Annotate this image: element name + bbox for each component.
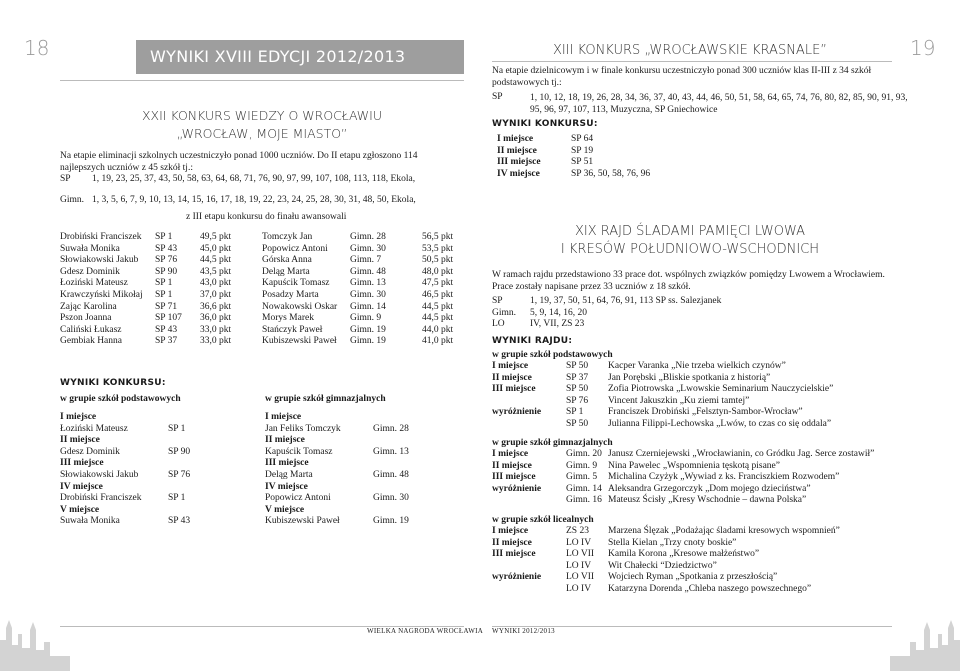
rajd-school-row — [492, 308, 892, 320]
krasnale-result-row-cell: III miejsce — [497, 157, 541, 168]
finalist-gym-row-cell: 44,5 pkt — [422, 301, 454, 312]
rajd-lo-row-cell: I miejsce — [492, 526, 529, 536]
result-primary-row — [60, 493, 240, 505]
rajd-gym-row-cell: Gimn. 9 — [566, 460, 598, 471]
finalist-primary-row-cell: Gembiak Hanna — [60, 336, 122, 347]
rajd-school-row-cell: 5, 9, 14, 16, 20 — [530, 307, 587, 318]
left-footer: WIELKA NAGRODA WROCŁAWIA — [367, 627, 484, 635]
result-primary-row-cell: Łoziński Mateusz — [60, 423, 128, 434]
left-primary-header: w grupie szkół podstawowych — [60, 394, 181, 404]
result-primary-row-cell: SP 1 — [168, 493, 186, 504]
rajd-lo-row-cell: II miejsce — [492, 537, 532, 548]
results-primary-list — [60, 412, 240, 528]
rajd-gym-row-cell: Nina Pawelec „Wspomnienia tęskotą pisane” — [608, 460, 780, 471]
result-primary-row-cell: III miejsce — [60, 458, 104, 469]
rajd-primary-results — [492, 361, 912, 431]
finalist-gym-row-cell: Gimn. 30 — [350, 243, 386, 254]
rajd-primary-row-cell: III miejsce — [492, 384, 536, 395]
rajd-gym-row-cell: Michalina Czyżyk „Wywiad z ks. Franciszkiem Rozwodem” — [608, 472, 840, 483]
finalist-primary-row-cell: SP 76 — [155, 255, 178, 266]
rajd-lo-row — [492, 538, 912, 550]
finalist-gym-row-cell: Gimn. 48 — [350, 266, 386, 277]
rajd-school-row-cell: Gimn. — [492, 307, 517, 318]
finalist-gym-row-cell: 44,5 pkt — [422, 313, 454, 324]
left-page-number: 18 — [24, 36, 50, 60]
rajd-gym-row-cell: III miejsce — [492, 472, 536, 483]
result-primary-row-cell: SP 76 — [168, 469, 191, 480]
rajd-school-row — [492, 296, 892, 308]
rajd-results-header: WYNIKI RAJDU: — [492, 336, 573, 346]
krasnale-result-row-cell: I miejsce — [497, 134, 534, 144]
results-gym-list — [265, 412, 465, 528]
rajd-lo-row-cell: Wit Chałecki “Dziedzictwo” — [608, 560, 717, 571]
rajd-school-row-cell: 1, 19, 37, 50, 51, 64, 76, 91, 113 SP ss. Salezjanek — [530, 296, 722, 306]
result-gym-row-cell: Jan Feliks Tomczyk — [265, 423, 341, 434]
rajd-primary-row-cell: SP 50 — [566, 418, 589, 429]
left-skyline-decoration — [0, 590, 70, 671]
result-primary-row-cell: Drobiński Franciszek — [60, 493, 142, 504]
finalist-primary-row-cell: 43,5 pkt — [200, 266, 232, 277]
result-primary-row-cell: V miejsce — [60, 504, 100, 515]
result-gym-row-cell: II miejsce — [265, 435, 305, 446]
rajd-lo-row-cell: LO IV — [566, 560, 592, 571]
krasnale-results-list — [497, 134, 797, 180]
rajd-primary-row-cell: Franciszek Drobiński „Felsztyn-Sambor-Wrocław” — [608, 407, 803, 418]
rajd-school-row-cell: IV, VII, ZS 23 — [530, 319, 585, 330]
rajd-lo-row — [492, 561, 912, 573]
rajd-gym-row-cell: Gimn. 5 — [566, 472, 598, 483]
finalist-primary-row — [60, 336, 260, 348]
rajd-lo-row-cell: Stella Kielan „Trzy cnoty bosk​ie” — [608, 537, 737, 548]
rajd-school-row — [492, 319, 892, 331]
result-gym-row — [265, 435, 465, 447]
result-primary-row-cell: Suwała Monika — [60, 516, 120, 527]
rajd-gym-row — [492, 472, 912, 484]
result-gym-row-cell: Popowicz Antoni — [265, 493, 331, 504]
result-gym-row-cell: III miejsce — [265, 458, 309, 469]
rajd-lo-row-cell: Marzena Ślęzak „Podażając śladami kresowych wspomnień” — [608, 526, 840, 536]
result-primary-row-cell: SP 43 — [168, 516, 191, 527]
rajd-school-row-cell: SP — [492, 296, 503, 306]
finalist-primary-row-cell: SP 1 — [155, 278, 173, 289]
rajd-gym-row-cell: Mateusz Ścisły „Kresy Wschodnie – dawna Polska” — [608, 495, 807, 506]
finalist-primary-row — [60, 244, 260, 256]
finalist-gym-row-cell: Kapuścik Tomasz — [262, 278, 330, 289]
rajd-gym-results — [492, 449, 912, 507]
finalist-gym-row-cell: Gimn. 13 — [350, 278, 386, 289]
rajd-gym-row-cell: I miejsce — [492, 449, 529, 459]
finalist-primary-row-cell: SP 107 — [155, 313, 182, 324]
result-gym-row — [265, 505, 465, 517]
result-gym-row-cell: Gimn. 28 — [373, 423, 409, 434]
krasnale-result-row — [497, 157, 797, 169]
rajd-lo-row-cell: LO IV — [566, 583, 592, 594]
left-top-rule — [60, 80, 464, 81]
rajd-primary-row-cell: SP 37 — [566, 372, 589, 383]
rajd-primary-row-cell: II miejsce — [492, 372, 532, 383]
rajd-lo-row — [492, 584, 912, 596]
result-gym-row — [265, 458, 465, 470]
result-primary-row — [60, 516, 240, 528]
rajd-primary-row — [492, 361, 912, 373]
finalist-gym-row — [262, 255, 462, 267]
finalist-primary-row-cell: Drobiński Franciszek — [60, 232, 142, 242]
rajd-gym-row-cell: Gimn. 20 — [566, 449, 602, 459]
finalist-gym-row-cell: Posadzy Marta — [262, 289, 319, 300]
rajd-primary-row-cell: Vincent Jakuszkin „Ku ziemi tamtej” — [608, 395, 750, 406]
rajd-lo-results — [492, 526, 912, 596]
krasnale-result-row-cell: SP 19 — [571, 145, 594, 156]
rajd-lo-row-cell: LO IV — [566, 537, 592, 548]
krasnale-result-row — [497, 169, 797, 181]
result-primary-row-cell: SP 1 — [168, 423, 186, 434]
finalist-primary-row — [60, 278, 260, 290]
right-skyline-decoration — [890, 590, 960, 671]
result-gym-row — [265, 493, 465, 505]
rajd-gym-row-cell: wyróżnienie — [492, 483, 542, 494]
result-gym-row-cell: Deląg Marta — [265, 469, 313, 480]
result-gym-row — [265, 516, 465, 528]
edition-banner — [136, 40, 464, 74]
result-gym-row — [265, 412, 465, 424]
finalist-gym-row — [262, 336, 462, 348]
finalist-gym-row-cell: Gimn. 7 — [350, 255, 382, 266]
krasnale-result-row-cell: SP 64 — [571, 134, 594, 144]
rajd-title-line2: I KRESÓW POŁUDNIOWO-WSCHODNICH — [560, 242, 820, 257]
result-primary-row-cell: Gdesz Dominik — [60, 446, 120, 457]
finalist-gym-row-cell: Stańczyk Paweł — [262, 324, 323, 335]
rajd-primary-row-cell: Kacper Varanka „Nie trzeba wielkich czynów” — [608, 361, 786, 371]
finalist-gym-row — [262, 302, 462, 314]
finalist-primary-row-cell: SP 1 — [155, 232, 173, 242]
krasnale-intro: Na etapie dzielnicowym i w finale konkursu uczestniczyło ponad 300 uczniów klas II-III z 34 szkół podstawowych tj.: — [492, 66, 872, 88]
result-primary-row — [60, 458, 240, 470]
finalist-gym-row-cell: 44,0 pkt — [422, 324, 454, 335]
edition-banner-title: WYNIKI XVIII EDYCJI 2012/2013 — [150, 47, 406, 66]
finalist-primary-row-cell: Gdesz Dominik — [60, 266, 120, 277]
finalist-gym-row — [262, 267, 462, 279]
rajd-gym-row-cell: Janusz Czerniejewski „Wrocławianin, co Gródku Jag. Serce zostawił” — [608, 449, 875, 459]
finalist-primary-row-cell: Pszon Joanna — [60, 313, 112, 324]
quiz-title-line2: „WROCŁAW, MOJE MIASTO” — [176, 126, 348, 141]
rajd-lo-row — [492, 572, 912, 584]
rajd-title-line1: XIX RAJD ŚLADAMI PAMIĘCI LWOWA — [574, 224, 806, 239]
right-sp-label: SP — [492, 92, 503, 102]
left-sp-list: 1, 19, 23, 25, 37, 43, 50, 58, 63, 64, 68, 71, 76, 90, 97, 99, 107, 108, 113, 118, Ekola, — [92, 174, 416, 184]
result-primary-row — [60, 424, 240, 436]
rajd-primary-row — [492, 407, 912, 419]
finalist-primary-row — [60, 325, 260, 337]
rajd-primary-row — [492, 419, 912, 431]
finalist-primary-row-cell: Suwała Monika — [60, 243, 120, 254]
finalist-gym-row-cell: Górska Anna — [262, 255, 312, 266]
finalist-gym-row-cell: 56,5 pkt — [422, 232, 454, 242]
finalist-gym-row — [262, 232, 462, 244]
rajd-gym-row-cell: Gimn. 14 — [566, 483, 602, 494]
finalist-gym-row-cell: 41,0 pkt — [422, 336, 454, 347]
rajd-group-primary: w grupie szkół podstawowych — [492, 350, 613, 360]
result-primary-row — [60, 505, 240, 517]
krasnale-result-row — [497, 134, 797, 146]
finalist-primary-row-cell: Słowiakowski Jakub — [60, 255, 139, 266]
right-top-rule — [492, 61, 892, 62]
rajd-lo-row-cell: ZS 23 — [566, 526, 589, 536]
finalist-primary-row-cell: SP 71 — [155, 301, 178, 312]
left-results-header: WYNIKI KONKURSU: — [60, 378, 166, 388]
finalist-gym-row-cell: 48,0 pkt — [422, 266, 454, 277]
result-gym-row-cell: IV miejsce — [265, 481, 308, 492]
right-sp-list: 1, 10, 12, 18, 19, 26, 28, 34, 36, 37, 40, 43, 44, 46, 50, 51, 58, 64, 65, 74, 76, 80, 82, 85, 90, 91, 93, 95, 96, 97, 107, 113, Muzyczna, SP Gniechowice — [530, 93, 908, 115]
krasnale-result-row-cell: SP 36, 50, 58, 76, 96 — [571, 168, 651, 179]
result-gym-row-cell: Gimn. 13 — [373, 446, 409, 457]
krasnale-title: XIII KONKURS „WROCŁAWSKIE KRASNALE” — [552, 43, 828, 58]
finalist-primary-row-cell: 44,5 pkt — [200, 255, 232, 266]
rajd-primary-row-cell: wyróżnienie — [492, 407, 542, 418]
finalist-primary-row — [60, 313, 260, 325]
krasnale-result-row-cell: IV miejsce — [497, 168, 540, 179]
rajd-primary-row — [492, 384, 912, 396]
krasnale-results-header: WYNIKI KONKURSU: — [492, 119, 598, 129]
result-gym-row — [265, 482, 465, 494]
finalist-gym-row — [262, 278, 462, 290]
rajd-gym-row-cell: Aleksandra Grzegorczyk „Dom mojego dzieciństwa” — [608, 483, 811, 494]
finalist-primary-row-cell: Caliński Łukasz — [60, 324, 122, 335]
result-gym-row-cell: V miejsce — [265, 504, 305, 515]
finalist-gym-row — [262, 290, 462, 302]
rajd-gym-row-cell: Gimn. 16 — [566, 495, 602, 506]
result-primary-row — [60, 447, 240, 459]
finalist-primary-row-cell: SP 43 — [155, 324, 178, 335]
result-primary-row-cell: SP 90 — [168, 446, 191, 457]
rajd-gym-row-cell: II miejsce — [492, 460, 532, 471]
finalist-gym-row-cell: 50,5 pkt — [422, 255, 454, 266]
result-primary-row — [60, 412, 240, 424]
rajd-primary-row-cell: SP 50 — [566, 361, 589, 371]
finalist-gym-row-cell: Gimn. 19 — [350, 336, 386, 347]
finalist-primary-row-cell: SP 37 — [155, 336, 178, 347]
rajd-primary-row-cell: Jan Porębski „Bliskie spotkania z historią” — [608, 372, 771, 383]
finalist-primary-row-cell: 33,0 pkt — [200, 336, 232, 347]
rajd-primary-row-cell: SP 76 — [566, 395, 589, 406]
finalist-primary-row — [60, 255, 260, 267]
rajd-lo-row-cell: LO VII — [566, 572, 595, 583]
finalist-gym-row-cell: Gimn. 19 — [350, 324, 386, 335]
finalist-gym-row — [262, 313, 462, 325]
rajd-primary-row — [492, 396, 912, 408]
left-sp-label: SP — [60, 174, 71, 184]
finalist-gym-row-cell: 53,5 pkt — [422, 243, 454, 254]
rajd-intro: W ramach rajdu przedstawiono 33 prace dot. wspólnych związków pomiędzy Lwowem a Wrocławiem. Prace zostały napisane przez 33 uczniów z 18 szkół. — [492, 270, 885, 292]
finalist-primary-row-cell: 33,0 pkt — [200, 324, 232, 335]
rajd-lo-row — [492, 526, 912, 538]
result-gym-row-cell: Kubiszewski Paweł — [265, 516, 340, 527]
krasnale-result-row-cell: II miejsce — [497, 145, 537, 156]
finalist-gym-row-cell: Gimn. 9 — [350, 313, 382, 324]
quiz-title-line1: XXII KONKURS WIEDZY O WROCŁAWIU — [141, 108, 383, 123]
finalist-gym-row-cell: Morys Marek — [262, 313, 314, 324]
finalist-gym-row-cell: Gimn. 28 — [350, 232, 386, 242]
rajd-lo-row-cell: Katarzyna Dorenda „Chleba naszego powszechnego” — [608, 583, 812, 594]
rajd-lo-row-cell: III miejsce — [492, 549, 536, 560]
result-primary-row-cell: IV miejsce — [60, 481, 103, 492]
finalist-primary-row-cell: 43,0 pkt — [200, 278, 232, 289]
finalist-primary-row-cell: Łoziński Mateusz — [60, 278, 128, 289]
right-footer: WYNIKI 2012/2013 — [492, 627, 555, 635]
finalists-primary-table — [60, 232, 260, 348]
result-primary-row — [60, 435, 240, 447]
rajd-lo-row-cell: Kamila Korona „Kresowe małżeństwo” — [608, 549, 760, 560]
finalists-gym-table — [262, 232, 462, 348]
rajd-primary-row-cell: Julianna Filippi-Lechowska „Lwów, to czas co się oddala” — [608, 418, 832, 429]
finalist-gym-row-cell: 46,5 pkt — [422, 289, 454, 300]
result-primary-row — [60, 470, 240, 482]
rajd-gym-row — [492, 449, 912, 461]
finalists-caption: z III etapu konkursu do finału awansowali — [186, 212, 347, 222]
rajd-school-row-cell: LO — [492, 319, 505, 330]
left-gimn-list: 1, 3, 5, 6, 7, 9, 10, 13, 14, 15, 16, 17, 18, 19, 22, 23, 24, 25, 28, 30, 31, 48, 50, Ekola, — [92, 195, 416, 205]
finalist-primary-row-cell: Zając Karolina — [60, 301, 117, 312]
rajd-gym-row — [492, 495, 912, 507]
rajd-gym-row — [492, 484, 912, 496]
result-primary-row-cell: I miejsce — [60, 412, 97, 422]
finalist-primary-row — [60, 232, 260, 244]
krasnale-result-row — [497, 146, 797, 158]
result-primary-row — [60, 482, 240, 494]
rajd-lo-row-cell: wyróżnienie — [492, 572, 542, 583]
quiz-intro: Na etapie eliminacji szkolnych uczestniczyło ponad 1000 uczniów. Do II etapu zgłoszono 114 najlepszych uczniów z 45 szkół tj.: — [60, 151, 418, 173]
rajd-lo-row-cell: LO VII — [566, 549, 595, 560]
finalist-primary-row — [60, 267, 260, 279]
result-gym-row-cell: Gimn. 48 — [373, 469, 409, 480]
result-primary-row-cell: Słowiakowski Jakub — [60, 469, 139, 480]
finalist-primary-row-cell: SP 90 — [155, 266, 178, 277]
rajd-primary-row — [492, 373, 912, 385]
result-gym-row-cell: Gimn. 30 — [373, 493, 409, 504]
rajd-lo-row-cell: Wojciech Ryman „Spotkania z przeszłością” — [608, 572, 778, 583]
finalist-primary-row-cell: 36,6 pkt — [200, 301, 232, 312]
rajd-primary-row-cell: SP 1 — [566, 407, 584, 418]
finalist-primary-row-cell: SP 1 — [155, 289, 173, 300]
rajd-primary-row-cell: SP 50 — [566, 384, 589, 395]
finalist-primary-row-cell: 36,0 pkt — [200, 313, 232, 324]
result-gym-row-cell: I miejsce — [265, 412, 302, 422]
finalist-gym-row — [262, 244, 462, 256]
finalist-primary-row — [60, 290, 260, 302]
finalist-gym-row — [262, 325, 462, 337]
finalist-primary-row-cell: 37,0 pkt — [200, 289, 232, 300]
left-gym-header: w grupie szkół gimnazjalnych — [265, 394, 386, 404]
finalist-primary-row-cell: 45,0 pkt — [200, 243, 232, 254]
result-gym-row — [265, 424, 465, 436]
finalist-gym-row-cell: Popowicz Antoni — [262, 243, 328, 254]
rajd-primary-row-cell: I miejsce — [492, 361, 529, 371]
result-primary-row-cell: II miejsce — [60, 435, 100, 446]
finalist-gym-row-cell: Gimn. 30 — [350, 289, 386, 300]
result-gym-row — [265, 447, 465, 459]
finalist-gym-row-cell: 47,5 pkt — [422, 278, 454, 289]
finalist-gym-row-cell: Nowakowski Oskar — [262, 301, 338, 312]
rajd-group-lo: w grupie szkół licealnych — [492, 515, 594, 525]
finalist-gym-row-cell: Kubiszewski Paweł — [262, 336, 337, 347]
result-gym-row-cell: Kapuścik Tomasz — [265, 446, 333, 457]
finalist-primary-row-cell: Krawczyński Mikołaj — [60, 289, 143, 300]
finalist-gym-row-cell: Gimn. 14 — [350, 301, 386, 312]
left-gimn-label: Gimn. — [60, 195, 85, 205]
right-page-number: 19 — [910, 36, 936, 60]
rajd-gym-row — [492, 461, 912, 473]
krasnale-result-row-cell: SP 51 — [571, 157, 594, 168]
rajd-primary-row-cell: Zofia Piotrowska „Lwowskie Seminarium Nauczycielskie” — [608, 384, 834, 395]
result-gym-row-cell: Gimn. 19 — [373, 516, 409, 527]
finalist-primary-row — [60, 302, 260, 314]
rajd-group-gym: w grupie szkół gimnazjalnych — [492, 438, 613, 448]
rajd-schools-list — [492, 296, 892, 331]
finalist-primary-row-cell: 49,5 pkt — [200, 232, 232, 242]
result-gym-row — [265, 470, 465, 482]
rajd-lo-row — [492, 549, 912, 561]
finalist-primary-row-cell: SP 43 — [155, 243, 178, 254]
finalist-gym-row-cell: Tomczyk Jan — [262, 232, 313, 242]
finalist-gym-row-cell: Deląg Marta — [262, 266, 310, 277]
